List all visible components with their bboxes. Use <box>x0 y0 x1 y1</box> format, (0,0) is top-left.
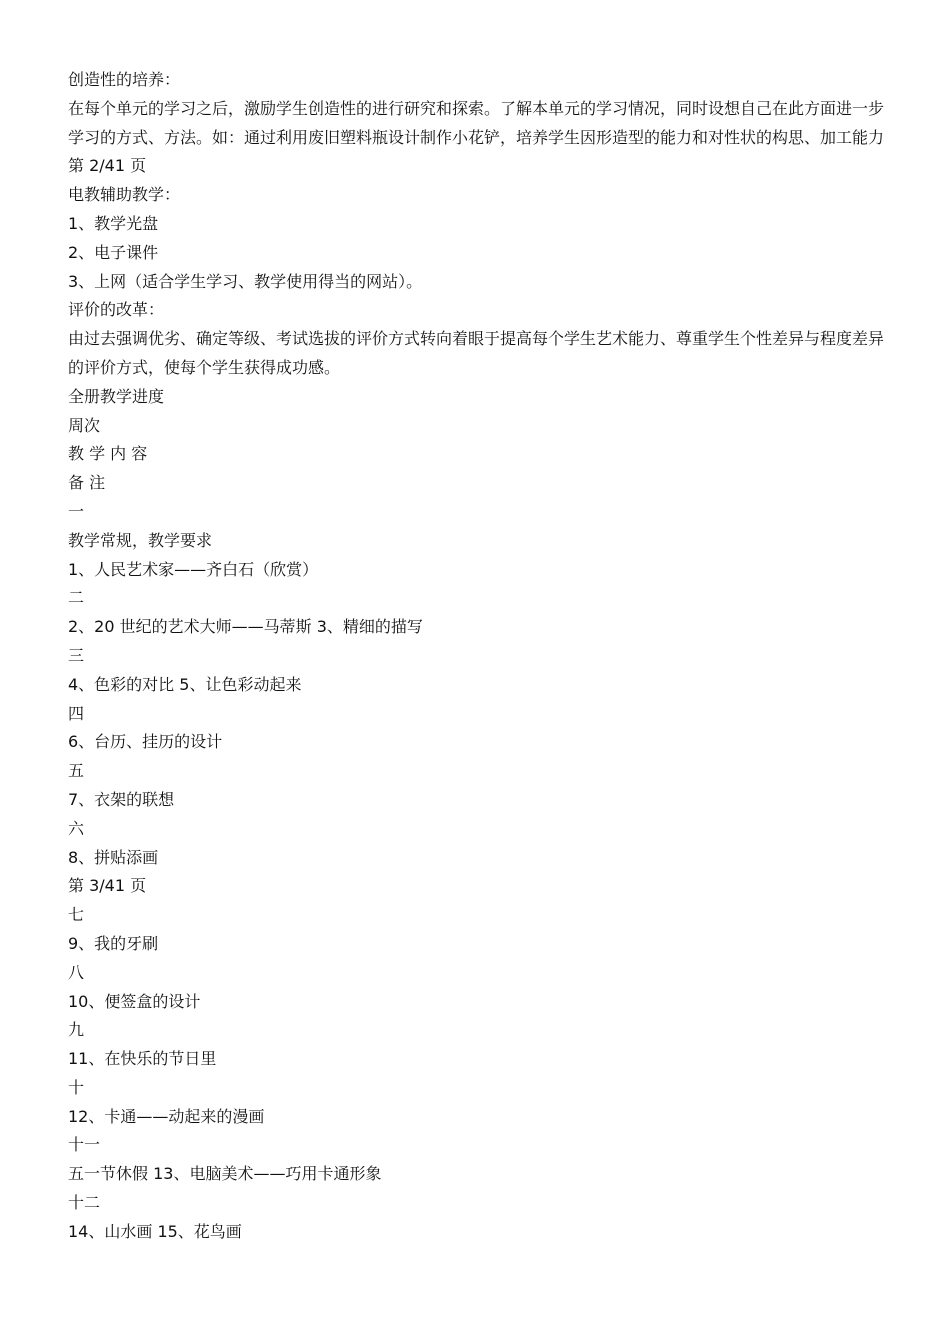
schedule-title: 全册教学进度 <box>68 386 165 406</box>
schedule-line: 1、人民艺术家——齐白石（欣赏） <box>68 559 319 579</box>
schedule-line: 2、20 世纪的艺术大师——马蒂斯 3、精细的描写 <box>68 617 423 637</box>
schedule-line: 八 <box>68 962 85 982</box>
schedule-line: 一 <box>68 501 85 521</box>
schedule-line: 6、台历、挂历的设计 <box>68 732 223 752</box>
schedule-line: 9、我的牙刷 <box>68 933 159 953</box>
schedule-line: 7、衣架的联想 <box>68 789 175 809</box>
media-heading: 电教辅助教学： <box>68 185 181 205</box>
schedule-line: 三 <box>68 645 85 665</box>
schedule-list <box>68 498 892 1247</box>
schedule-line: 十 <box>68 1077 85 1097</box>
page-marker: 第 2/41 页 <box>68 156 147 176</box>
schedule-line: 五一节休假 13、电脑美术——巧用卡通形象 <box>68 1164 382 1184</box>
schedule-line: 8、拼贴添画 <box>68 847 159 867</box>
schedule-line: 九 <box>68 1020 85 1040</box>
schedule-line: 10、便签盒的设计 <box>68 991 201 1011</box>
schedule-line: 4、色彩的对比 5、让色彩动起来 <box>68 674 302 694</box>
media-item: 3、上网（适合学生学习、教学使用得当的网站）。 <box>68 271 423 291</box>
schedule-line: 五 <box>68 761 85 781</box>
schedule-line: 四 <box>68 703 85 723</box>
schedule-header-content: 教 学 内 容 <box>68 444 148 464</box>
page-marker: 第 3/41 页 <box>68 876 147 896</box>
schedule-header-notes: 备 注 <box>68 473 106 493</box>
schedule-line: 二 <box>68 588 85 608</box>
schedule-line: 七 <box>68 905 85 925</box>
creativity-heading: 创造性的培养： <box>68 70 181 89</box>
schedule-line: 六 <box>68 818 85 838</box>
schedule-line: 教学常规，教学要求 <box>68 530 213 550</box>
document-body <box>68 66 892 1247</box>
evaluation-heading: 评价的改革： <box>68 300 165 320</box>
evaluation-paragraph: 由过去强调优劣、确定等级、考试选拔的评价方式转向着眼于提高每个学生艺术能力、尊重学生个性差异与程度差异的评价方式，使每个学生获得成功感。 <box>68 329 885 377</box>
schedule-line: 十一 <box>68 1135 101 1155</box>
schedule-line: 12、卡通——动起来的漫画 <box>68 1106 265 1126</box>
media-item: 1、教学光盘 <box>68 213 159 233</box>
creativity-paragraph: 在每个单元的学习之后，激励学生创造性的进行研究和探索。了解本单元的学习情况，同时设想自己在此方面进一步学习的方式、方法。如：通过利用废旧塑料瓶设计制作小花铲，培养学生因形造型的能力和对性状的构思、加工能力 <box>68 98 885 147</box>
schedule-header-week: 周次 <box>68 415 101 435</box>
schedule-line: 十二 <box>68 1193 101 1213</box>
schedule-line: 11、在快乐的节日里 <box>68 1049 217 1069</box>
media-item: 2、电子课件 <box>68 242 159 262</box>
schedule-line: 14、山水画 15、花鸟画 <box>68 1221 242 1241</box>
